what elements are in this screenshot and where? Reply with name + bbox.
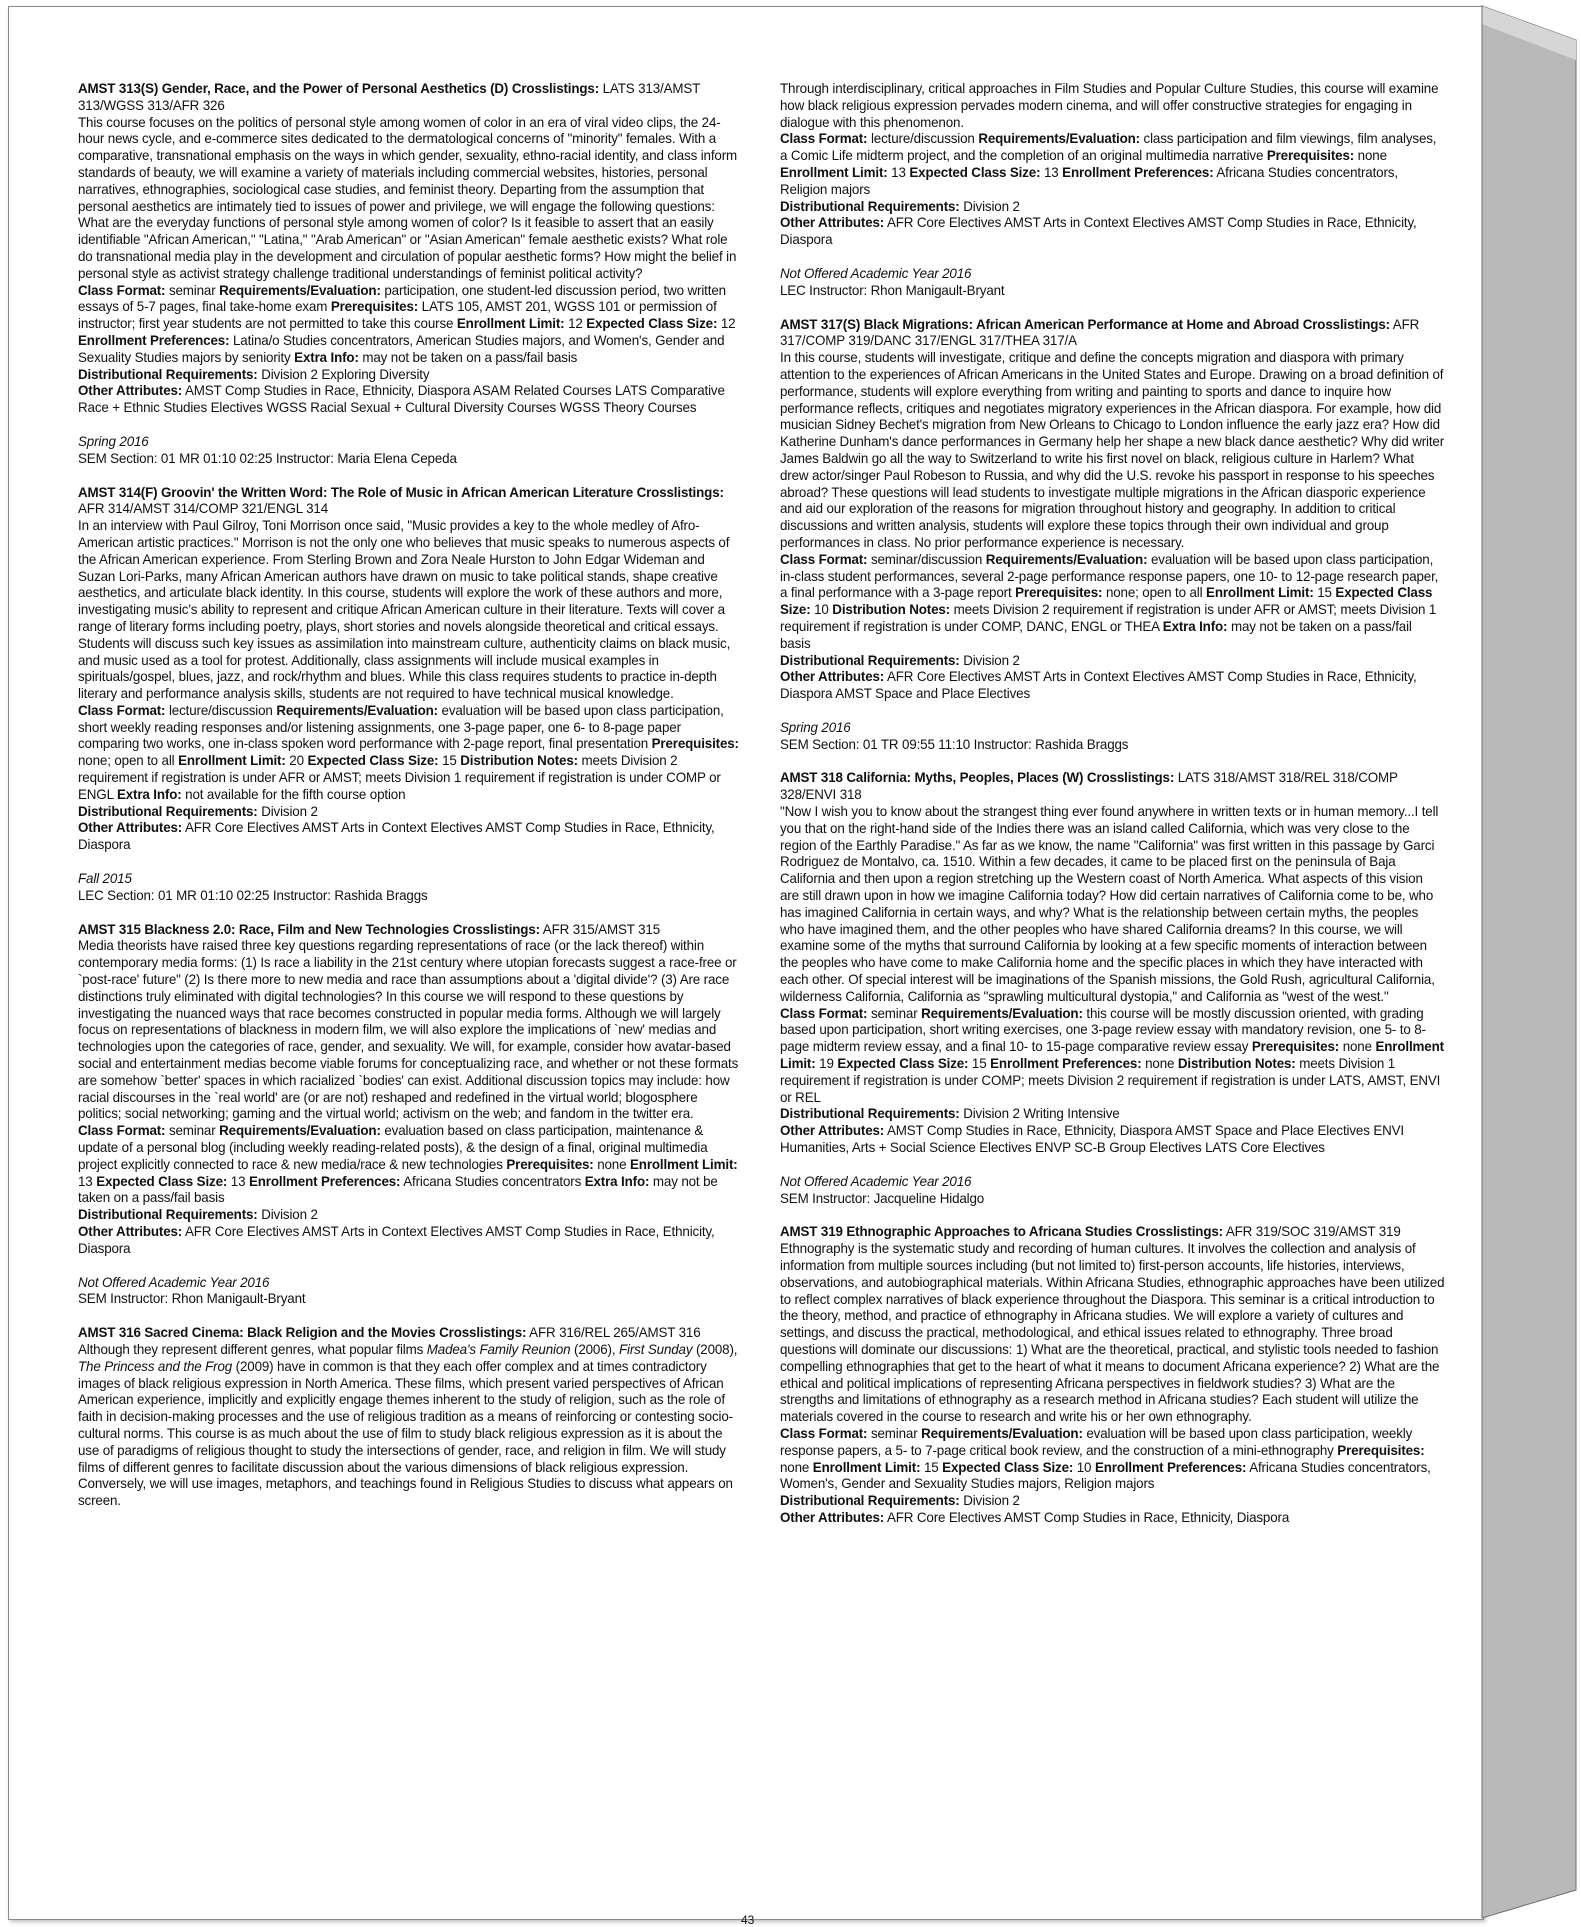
detail-label: Expected Class Size: [586,316,718,332]
course-description: Media theorists have raised three key questions regarding representations of race (or the lack thereof) within contemporary media forms: (1) Is race a liability in the 21st century where utopian forecasts suggest a race-free or `post-race' future" (2) Is there more to new media and race than assumptions about a 'digital divide'? (3) Are race distinctions truly eliminated with digital technologies? In this course we will respond to these questions by investigating the nuanced ways that race becomes constructed in popular media forms. Although we will largely focus on representations of blackness in modern film, we will also explore the implications of `new' medias and technologies upon the categories of race, gender, and sexuality. We will, for example, consider how avatar-based social and entertainment medias become viable forums for conceptualizing race, and whether or not these formats are somehow `better' spaces in which racialized `bodies' can exist. Additional discussion topics may include: how racial discourses in the `real world' are (or are not) reshaped and redefined in the virtual world; blogosphere politics; social networking; gaming and the virtual world; activism on the web; and fandom in the twitter era. [78,938,739,1122]
crosslistings-value: LATS 318/AMST 318/REL 318/COMP 328/ENVI 318 [780,770,1398,803]
other-attributes [78,820,743,854]
other-value: AMST Comp Studies in Race, Ethnicity, Diaspora AMST Space and Place Electives ENVI Humanities, Arts + Social Science Electives ENVP SC-B Group Electives LATS Core Electives [780,1123,1404,1156]
other-attributes [780,669,1445,703]
section-info [78,434,743,468]
course-heading: AMST 315 Blackness 2.0: Race, Film and New Technologies [78,921,450,937]
detail-value: meets Division 1 requirement if registration is under COMP; meets Division 2 requirement if registration is under LATS, AMST, ENVI or REL [780,1056,1441,1105]
crosslistings-value: AFR 316/REL 265/AMST 316 [529,1325,701,1341]
course-heading-line [780,1224,1445,1241]
detail-value: 13 [891,164,906,180]
section-info [780,266,1445,300]
detail-value: none [1342,1039,1372,1055]
detail-value: seminar [870,1005,918,1021]
detail-label: Class Format: [78,702,166,718]
detail-label: Enrollment Limit: [780,164,888,180]
term: Not Offered Academic Year 2016 [780,265,972,281]
detail-value: this course will be mostly discussion oriented, with grading based upon participation, short writing exercises, one 3-page review essay with mandatory revision, one 5- to 8-page midterm review essay, and a final 10- to 15-page comparative review essay [780,1005,1426,1055]
detail-value: none [780,1459,810,1475]
detail-value: 15 [923,1459,939,1475]
other-label: Other Attributes: [78,1224,183,1239]
distrib-label: Distributional Requirements: [78,803,258,819]
section-line: SEM Section: 01 MR 01:10 02:25 Instructor: Maria Elena Cepeda [78,450,457,466]
distributional-requirements [78,1207,743,1224]
detail-value: Africana Studies concentrators, Women's, Gender and Sexuality Studies majors, Religion majors [780,1459,1431,1492]
detail-value: none; open to all [1105,585,1203,601]
detail-value: none [1357,148,1387,164]
detail-value: 12 [568,316,583,332]
detail-label: Distribution Notes: [1177,1056,1296,1072]
detail-label: Enrollment Preferences: [1062,164,1214,180]
detail-label: Expected Class Size: [837,1056,969,1072]
distributional-requirements [780,1493,1445,1510]
course-description: In this course, students will investigate, critique and define the concepts migration and diaspora with primary attention to the experiences of African Americans in the United States and Europe. Drawing on a broad definition of performance, students will explore everything from writing and painting to sports and dance to inquire how performance reflects, critiques and negotiates migratory experiences in the African diaspora. For example, how did musician Sidney Bechet's migration from New Orleans to Chicago to London influence the early jazz era? How did Katherine Dunham's dance performances in Germany help her shape a new black dance aesthetic? Why did writer James Baldwin go all the way to Switzerland to write his first novel on black, religious culture in Harlem? What drew actor/singer Paul Robeson to Russia, and why did the U.S. revoke his passport in response to his speeches abroad? These questions will lead students to investigate multiple migrations in the African diasporic experience and aid our exploration of the reasons for migration throughout history and geography. In addition to critical discussions and written analysis, students will explore these topics through their own individual and group performances in class. No prior performance experience is necessary. [780,350,1445,550]
course-heading: AMST 314(F) Groovin' the Written Word: The Role of Music in African American Literature [78,484,634,500]
crosslistings-label: Crosslistings: [636,484,724,500]
film-title: Madea's Family Reunion [426,1341,571,1357]
detail-label: Enrollment Limit: [812,1459,921,1475]
detail-value: 10 [1076,1459,1092,1475]
other-label: Other Attributes: [780,669,885,685]
detail-value: meets Division 2 requirement if registration is under AFR or AMST; meets Division 1 requirement if registration is under COMP or ENGL [78,753,721,802]
detail-label: Class Format: [780,131,868,147]
detail-value: may not be taken on a pass/fail basis [362,349,578,365]
detail-label: Enrollment Limit: [178,753,286,769]
other-value: AMST Comp Studies in Race, Ethnicity, Diaspora ASAM Related Courses LATS Comparative Race + Ethnic Studies Electives WGSS Racial Sexual + Cultural Diversity Courses WGSS Theory Courses [78,383,725,416]
detail-value: meets Division 2 requirement if registration is under AFR or AMST; meets Division 1 requirement if registration is under COMP, DANC, ENGL or THEA [780,602,1437,634]
crosslistings-value: AFR 315/AMST 315 [542,921,661,937]
detail-value: 12 [720,316,736,332]
section-info [78,871,743,905]
detail-label: Requirements/Evaluation: [978,131,1140,147]
course-details [78,283,743,367]
detail-label: Prerequisites: [1266,148,1355,164]
distrib-label: Distributional Requirements: [78,1207,258,1223]
spacer [780,1164,1445,1174]
term: Spring 2016 [780,719,851,735]
detail-value: LATS 105, AMST 201, WGSS 101 or permission of instructor; first year students are not permitted to take this course [78,299,717,332]
description-text: (2006), [570,1341,619,1357]
course-heading-line [78,81,743,115]
crosslistings-label: Crosslistings: [1086,770,1175,786]
section-info [780,1174,1445,1208]
distributional-requirements [780,653,1445,670]
detail-label: Class Format: [78,282,166,298]
detail-label: Prerequisites: [1015,585,1103,601]
course-description: Ethnography is the systematic study and recording of human cultures. It involves the collection and analysis of information from multiple sources including (but not limited to) first-person accounts, life histories, interviews, observations, and autobiographical materials. Within Africana Studies, ethnographic approaches have been utilized to reflect complex narratives of black experience throughout the Diaspora. This seminar is a critical introduction to the theory, method, and practice of ethnography in Africana studies. We will explore a variety of cultures and settings, and discuss the practical, methodological, and ethical issues related to ethnography. Three broad questions will dominate our discussions: 1) What are the theoretical, practical, and stylistic tools needed to fashion compelling ethnographies that get to the heart of what it means to document Africana experience? 2) What are the ethical and political implications of representing Africana perspectives in fieldwork studies? 3) What are the strengths and limitations of ethnography as a research method in Africana studies? Each student will utilize the materials covered in the course to research and write his or her own ethnography. [780,1241,1445,1425]
detail-value: lecture/discussion [168,702,273,718]
course-details [780,1426,1445,1493]
detail-value: 13 [230,1173,246,1189]
crosslistings-value: AFR 317/COMP 319/DANC 317/ENGL 317/THEA 317/A [780,316,1420,349]
section-line: LEC Instructor: Rhon Manigault-Bryant [780,282,1005,298]
crosslistings-value: LATS 313/AMST 313/WGSS 313/AFR 326 [78,81,700,113]
detail-value: evaluation based on class participation, maintenance & update of a personal blog (including weekly reading-related posts), & the design of a final, original multimedia project explicitly connected to race & new media/race & new technologies [78,1123,708,1172]
distributional-requirements [780,1106,1445,1123]
course-details [780,1006,1445,1107]
detail-label: Enrollment Limit: [456,316,565,332]
section-info [780,720,1445,754]
distrib-label: Distributional Requirements: [780,1493,960,1509]
detail-label: Class Format: [780,1005,868,1021]
detail-label: Requirements/Evaluation: [219,1123,381,1139]
detail-label: Expected Class Size: [942,1459,1074,1475]
other-label: Other Attributes: [780,1123,885,1139]
other-attributes [780,1510,1445,1527]
other-value: AFR Core Electives AMST Comp Studies in Race, Ethnicity, Diaspora [886,1509,1290,1525]
detail-label: Prerequisites: [330,299,419,315]
other-attributes [780,215,1445,249]
other-value: AFR Core Electives AMST Arts in Context Electives AMST Comp Studies in Race, Ethnicity, Diaspora [780,215,1417,248]
page-number: 43 [741,1913,755,1927]
section-line: SEM Instructor: Jacqueline Hidalgo [780,1190,985,1206]
detail-value: seminar/discussion [870,551,983,567]
detail-label: Distribution Notes: [832,602,951,618]
crosslistings-label: Crosslistings: [511,81,600,96]
course-description: In an interview with Paul Gilroy, Toni Morrison once said, "Music provides a key to the whole medley of Afro-American artistic practices." Morrison is not the only one who believes that music speaks to numerous aspects of the African American experience. From Sterling Brown and Zora Neale Hurston to John Edgar Wideman and Suzan Lori-Parks, many African American authors have drawn on music to take political stands, shape creative aesthetics, and articulate black identity. In this course, students will explore the work of these authors and more, investigating music's ability to represent and critique African American culture in their literature. Texts will cover a range of literary forms including poetry, plays, short stories and novels alongside theoretical and critical essays. Students will discuss such key issues as assimilation into mainstream culture, authenticity claims on black music, and music used as a tool for protest. Additionally, class assignments will include musical examples in spirituals/gospel, blues, jazz, and rock/rhythm and blues. While this class requires students to practice in-depth literary and performance analysis skills, students are not required to have technical musical knowledge. [78,518,731,702]
detail-value: evaluation will be based upon class participation, short weekly reading responses and/or listening assignments, one 3-page paper, one 6- to 8-page paper comparing two works, one in-class spoken word performance with 2-page report, final presentation [78,702,724,752]
left-column [78,81,743,1517]
film-title: The Princess and the Frog [78,1358,233,1374]
course-heading: AMST 313(S) Gender, Race, and the Power of Personal Aesthetics (D) [78,81,509,96]
detail-value: seminar [168,1123,216,1139]
detail-label: Enrollment Limit: [780,1039,1444,1072]
other-value: AFR Core Electives AMST Arts in Context Electives AMST Comp Studies in Race, Ethnicity, Diaspora [78,1224,715,1256]
course-heading: AMST 319 Ethnographic Approaches to Africana Studies [780,1224,1133,1240]
detail-value: 20 [289,753,304,769]
course-entry [780,81,1445,249]
other-value: AFR Core Electives AMST Arts in Context Electives AMST Comp Studies in Race, Ethnicity, Diaspora [78,820,715,853]
detail-label: Requirements/Evaluation: [276,702,438,718]
detail-value: seminar [870,1425,918,1441]
detail-value: Latina/o Studies concentrators, American Studies majors, and Women's, Gender and Sexuality Studies majors by seniority [78,332,725,365]
description-text: Although they represent different genres, what popular films [78,1341,427,1357]
detail-value: evaluation will be based upon class participation, weekly response papers, a 5- to 7-page critical book review, and the construction of a mini-ethnography [780,1425,1413,1458]
distrib-value: Division 2 Writing Intensive [963,1106,1120,1122]
detail-label: Requirements/Evaluation: [921,1425,1083,1441]
distrib-label: Distributional Requirements: [780,198,960,214]
distrib-value: Division 2 [963,652,1020,668]
detail-label: Class Format: [78,1123,166,1139]
course-heading-line [780,317,1445,351]
detail-value: 13 [1043,164,1059,180]
detail-label: Extra Info: [584,1173,650,1189]
course-heading: AMST 318 California: Myths, Peoples, Places (W) [780,770,1084,786]
course-details [780,552,1445,653]
detail-label: Expected Class Size: [909,164,1041,180]
detail-label: Distribution Notes: [460,753,578,769]
distributional-requirements [78,367,743,384]
course-description: "Now I wish you to know about the strangest thing ever found anywhere in written texts or in human memory...I tell you that on the right-hand side of the Indies there was an island called California, which was very close to the region of the Earthly Paradise." As far as we know, the name "California" was first written in this passage by Garci Rodriguez de Montalvo, ca. 1510. Within a few decades, it came to be placed first on the peninsula of Baja California and then upon a region stretching up the Western coast of North America. What aspects of this vision are still drawn upon in how we imagine California today? How did certain narratives of California come to be, who has imagined California in certain ways, and why? What is the relationship between certain myths, the peoples who have imagined them, and the other peoples who have shared California dreams? In this course, we will examine some of the myths that surround California by looking at a few specific moments of interaction between the peoples who have come to make California home and the specific places in which they have interacted with each other. Of special interest will be imaginations of the Spanish missions, the Gold Rush, agricultural California, wilderness California, California as "sprawling multicultural dystopia," and California as "west of the west." [780,804,1439,1004]
detail-label: Class Format: [780,1425,868,1441]
detail-value: 15 [442,753,457,769]
course-heading-line [78,1325,743,1342]
other-value: AFR Core Electives AMST Arts in Context Electives AMST Comp Studies in Race, Ethnicity, Diaspora AMST Space and Place Electives [780,669,1417,702]
detail-value: may not be taken on a pass/fail basis [780,618,1412,651]
detail-label: Prerequisites: [1337,1442,1425,1458]
course-heading-line [78,922,743,939]
detail-label: Expected Class Size: [307,753,439,769]
detail-label: Enrollment Preferences: [248,1173,401,1189]
term: Not Offered Academic Year 2016 [78,1274,270,1290]
distributional-requirements [78,804,743,821]
detail-value: 15 [1317,585,1332,601]
detail-value: evaluation will be based upon class participation, in-class student performances, several 2-page performance response papers, one 10- to 12-page research paper, a final performance with a 3-page report [780,551,1439,601]
spacer [780,710,1445,720]
spacer [780,256,1445,266]
distrib-label: Distributional Requirements: [780,1106,960,1122]
detail-value: seminar [168,282,216,298]
term: Spring 2016 [78,433,149,449]
detail-label: Prerequisites: [506,1156,594,1172]
detail-value: class participation and film viewings, film analyses, a Comic Life midterm project, and the completion of an original multimedia narrative [780,131,1437,164]
detail-label: Expected Class Size: [780,585,1433,618]
crosslistings-value: AFR 314/AMST 314/COMP 321/ENGL 314 [78,501,329,517]
term: Not Offered Academic Year 2016 [780,1173,972,1189]
course-description [78,1342,743,1510]
document-page [8,6,1484,1927]
distrib-label: Distributional Requirements: [780,652,960,668]
course-details [78,1123,743,1207]
course-details [78,703,743,804]
spacer [78,424,743,434]
crosslistings-label: Crosslistings: [452,921,540,937]
detail-label: Enrollment Limit: [630,1156,738,1172]
detail-label: Expected Class Size: [96,1173,228,1189]
detail-value: Africana Studies concentrators [403,1173,582,1189]
distrib-value: Division 2 [963,198,1020,214]
detail-label: Enrollment Preferences: [990,1056,1142,1072]
course-entry [78,485,743,855]
description-text: (2009) have in common is that they each offer complex and at times contradictory images of black religious expression in North America. These films, which present varied perspectives of African American experience, implicitly and explicitly engage themes inherent to the study of religion, such as the role of faith in decision-making processes and the use of religious tradition as a means of reinforcing or contesting socio-cultural norms. This course is as much about the use of film to study black religious expression as it is about the use of paradigms of religious thought to study the intersections of gender, race, and religion in film. We will study films of different genres to facilitate discussion about the various dimensions of black religious expression. Conversely, we will use images, metaphors, and teachings found in Religious Studies to discuss what appears on screen. [78,1358,733,1509]
detail-value: 10 [814,602,829,618]
course-entry [780,317,1445,703]
term: Fall 2015 [78,871,132,887]
distrib-value: Division 2 [261,803,318,819]
crosslistings-value: AFR 319/SOC 319/AMST 319 [1225,1224,1401,1240]
detail-label: Requirements/Evaluation: [921,1005,1083,1021]
film-title: First Sunday [618,1341,693,1357]
course-entry [78,922,743,1258]
distrib-value: Division 2 Exploring Diversity [261,366,430,382]
detail-label: Extra Info: [116,786,182,802]
crosslistings-label: Crosslistings: [439,1325,527,1341]
section-line: SEM Instructor: Rhon Manigault-Bryant [78,1291,306,1307]
course-description: Through interdisciplinary, critical approaches in Film Studies and Popular Culture Studies, this course will examine how black religious expression pervades modern cinema, and will offer constructive strategies for engaging in dialogue with this phenomenon. [780,81,1439,130]
detail-label: Extra Info: [294,349,359,365]
distrib-label: Distributional Requirements: [78,366,258,382]
detail-label: Enrollment Preferences: [1094,1459,1247,1475]
right-column [780,81,1445,1534]
course-description: This course focuses on the politics of personal style among women of color in an era of viral video clips, the 24-hour news cycle, and e-commerce sites dedicated to the dermatological concerns of "minority" females. With a comparative, transnational emphasis on the ways in which gender, sexuality, ethno-racial identity, and class inform standards of beauty, we will examine a variety of materials including commercial websites, histories, personal narratives, ethnographies, sociological case studies, and feminist theory. Departing from the assumption that personal aesthetics are intimately tied to issues of power and privilege, we will engage the following questions: What are the everyday functions of personal style among women of color? Is it feasible to assert that an easily identifiable "African American," "Latina," "Arab American" or "Asian American" female aesthetic exists? What role do transnational media play in the development and circulation of popular aesthetic forms? How might the belief in personal style as activist strategy challenge traditional understandings of feminist political activity? [78,114,738,281]
detail-value: Africana Studies concentrators, Religion majors [780,164,1398,197]
detail-value: none [1145,1056,1175,1072]
section-line: SEM Section: 01 TR 09:55 11:10 Instructor: Rashida Braggs [780,736,1129,752]
course-heading: AMST 317(S) Black Migrations: African American Performance at Home and Abroad [780,316,1300,332]
detail-value: lecture/discussion [870,131,975,147]
section-info [78,1275,743,1309]
detail-label: Enrollment Preferences: [78,332,230,348]
other-attributes [780,1123,1445,1157]
distrib-value: Division 2 [963,1493,1020,1509]
course-entry [78,1325,743,1510]
description-text: (2008), [692,1341,738,1357]
distributional-requirements [780,199,1445,216]
section-line: LEC Section: 01 MR 01:10 02:25 Instructor: Rashida Braggs [78,887,428,903]
other-label: Other Attributes: [78,383,183,399]
course-details [780,131,1445,198]
detail-value: may not be taken on a pass/fail basis [78,1173,718,1206]
crosslistings-label: Crosslistings: [1135,1224,1223,1240]
course-entry [780,770,1445,1156]
course-entry [780,1224,1445,1526]
other-attributes [78,1224,743,1258]
other-label: Other Attributes: [780,1509,885,1525]
spacer [78,1265,743,1275]
detail-value: participation, one student-led discussion period, two written essays of 5-7 pages, final take-home exam [78,282,726,315]
detail-value: none [597,1156,627,1172]
spacer [78,861,743,871]
detail-label: Prerequisites: [651,736,739,752]
course-heading-line [78,485,743,519]
other-label: Other Attributes: [78,820,183,836]
detail-label: Extra Info: [1162,618,1228,634]
distrib-value: Division 2 [261,1207,318,1223]
course-heading: AMST 316 Sacred Cinema: Black Religion and the Movies [78,1325,436,1341]
detail-label: Class Format: [780,551,868,567]
course-heading-line [780,770,1445,804]
detail-label: Enrollment Limit: [1206,585,1314,601]
detail-label: Requirements/Evaluation: [985,551,1148,567]
other-attributes [78,383,743,417]
course-entry [78,81,743,417]
detail-value: not available for the fifth course option [185,786,406,802]
detail-value: 15 [971,1056,987,1072]
detail-label: Prerequisites: [1251,1039,1340,1055]
detail-label: Requirements/Evaluation: [219,282,381,298]
other-label: Other Attributes: [780,215,885,231]
detail-value: none; open to all [78,753,175,769]
detail-value: 13 [78,1173,93,1189]
crosslistings-label: Crosslistings: [1302,316,1390,332]
detail-value: 19 [819,1056,834,1072]
